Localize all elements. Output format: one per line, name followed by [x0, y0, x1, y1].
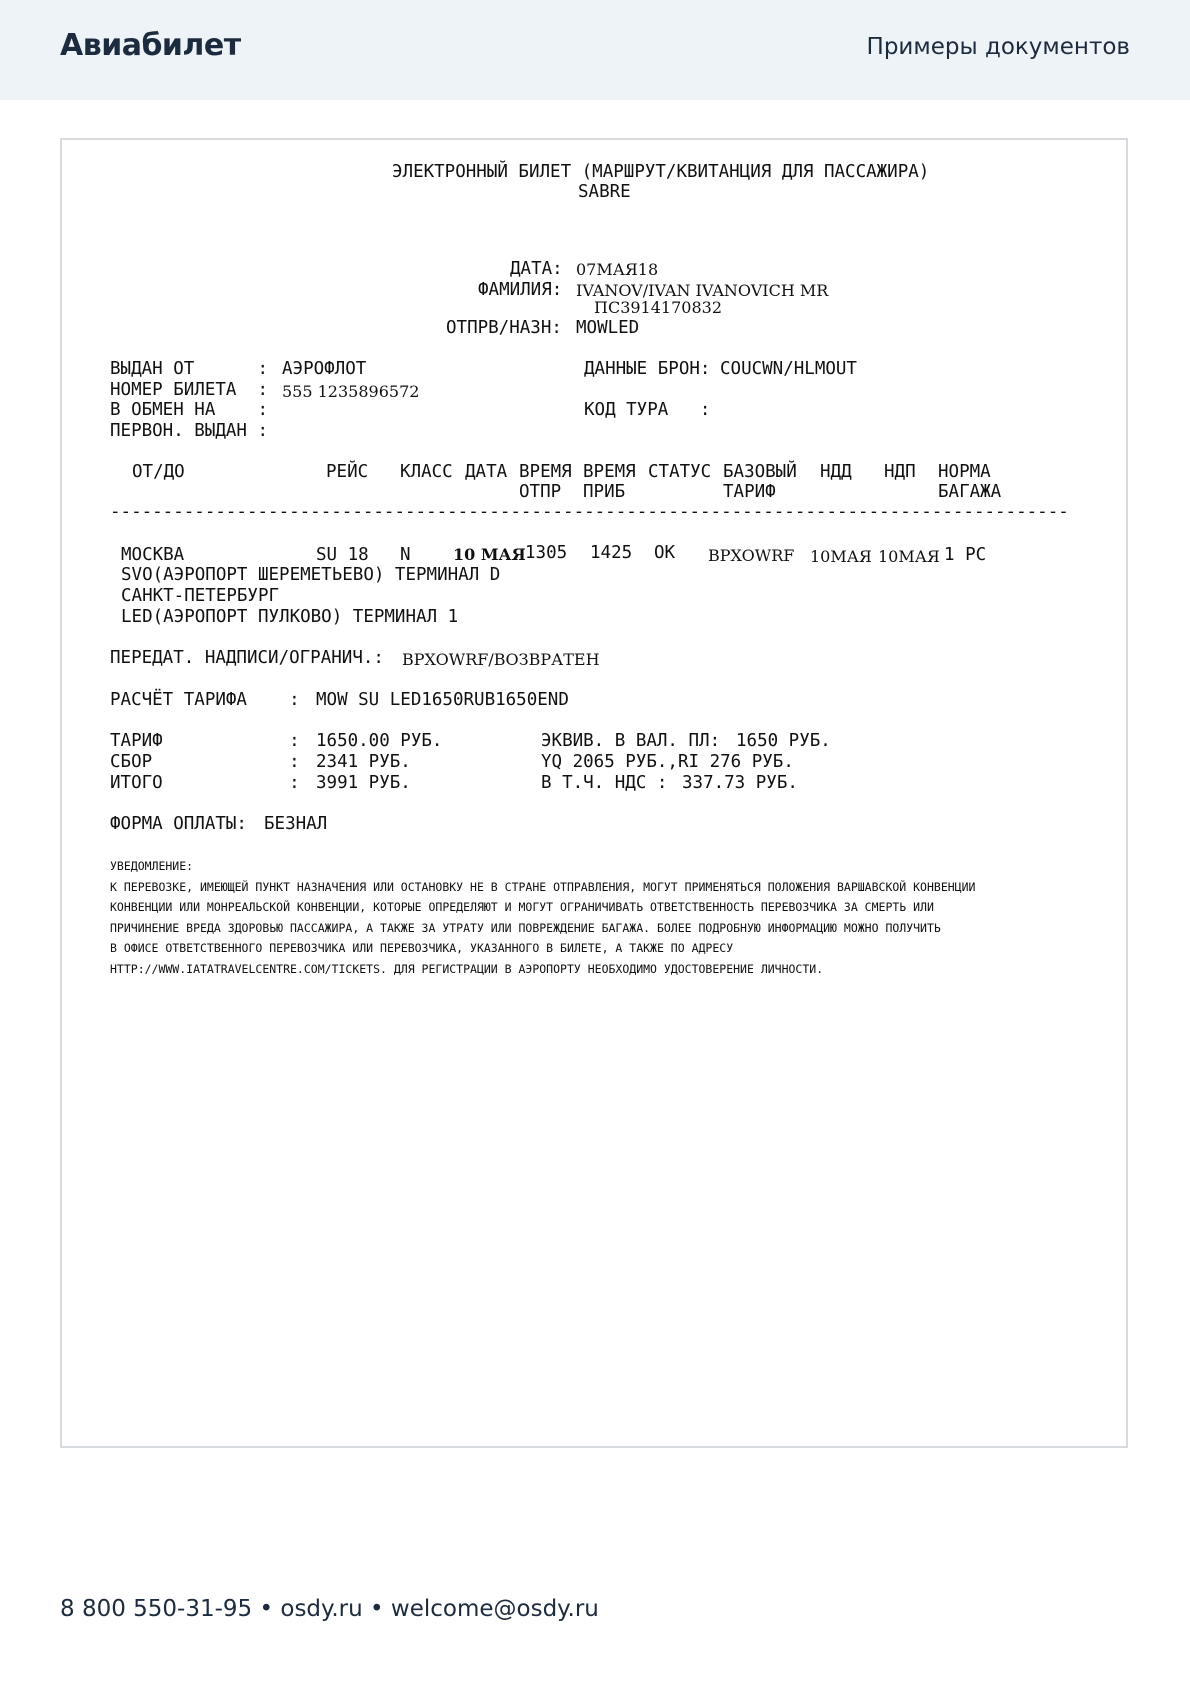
route-label: ОТПРВ/НАЗН: — [446, 318, 562, 338]
fee-label: СБОР : — [110, 752, 300, 772]
ticket-number-value: 555 1235896572 — [282, 382, 420, 401]
surname-value: IVANOV/IVAN IVANOVICH MR — [576, 281, 829, 300]
surname-label: ФАМИЛИЯ: — [478, 280, 563, 300]
row-to-airport: LED(АЭРОПОРТ ПУЛКОВО) ТЕРМИНАЛ 1 — [121, 607, 459, 627]
exchange-label: В ОБМЕН НА : — [110, 400, 269, 420]
fare-calc-value: MOW SU LED1650RUB1650END — [316, 690, 569, 710]
footer-contacts: 8 800 550-31-95 • osdy.ru • welcome@osdy.ru — [60, 1596, 599, 1622]
tour-code-label: КОД ТУРА : — [584, 400, 711, 420]
issued-by-value: АЭРОФЛОТ — [282, 359, 367, 379]
notice-line: КОНВЕНЦИИ ИЛИ МОНРЕАЛЬСКОЙ КОНВЕНЦИИ, КОТОРЫЕ ОПРЕДЕЛЯЮТ И МОГУТ ОГРАНИЧИВАТЬ ОТВЕТСТВЕННОСТЬ ПЕРЕВОЗЧИКА ЗА СМЕРТЬ ИЛИ — [110, 900, 934, 914]
col-from-to: ОТ/ДО — [132, 462, 185, 482]
notice-line: ПРИЧИНЕНИЕ ВРЕДА ЗДОРОВЬЮ ПАССАЖИРА, А ТАКЖЕ ЗА УТРАТУ ИЛИ ПОВРЕЖДЕНИЕ БАГАЖА. БОЛЕЕ ПОДРОБНУЮ ИНФОРМАЦИЮ МОЖНО ПОЛУЧИТЬ — [110, 921, 941, 935]
payment-label: ФОРМА ОПЛАТЫ: — [110, 814, 247, 834]
row-from-airport: SVO(АЭРОПОРТ ШЕРЕМЕТЬЕВО) ТЕРМИНАЛ D — [121, 565, 501, 585]
row-to-city: САНКТ-ПЕТЕРБУРГ — [121, 586, 280, 606]
original-issue-label: ПЕРВОН. ВЫДАН : — [110, 421, 269, 441]
total-value: 3991 РУБ. — [316, 773, 411, 793]
row-from-city: МОСКВА — [121, 545, 185, 565]
row-ndp: 10МАЯ — [878, 547, 940, 566]
row-status: OK — [654, 543, 676, 563]
equiv-label: ЭКВИВ. В ВАЛ. ПЛ: — [541, 731, 721, 751]
col-dep-time: ВРЕМЯ — [519, 462, 572, 482]
e-ticket — [62, 140, 1126, 1446]
col-baggage: НОРМА — [938, 462, 991, 482]
row-base-fare: BPXOWRF — [708, 546, 795, 565]
table-separator: ------------------------------------------------------------------------------------------- — [110, 502, 1069, 522]
fare-calc-label: РАСЧЁТ ТАРИФА : — [110, 690, 300, 710]
fare-label: ТАРИФ : — [110, 731, 300, 751]
endorsements-value: BPXOWRF/ВОЗВРАТЕН — [402, 650, 600, 669]
brand-title: Авиабилет — [60, 28, 241, 63]
issued-by-label: ВЫДАН ОТ : — [110, 359, 269, 379]
payment-value: БЕЗНАЛ — [264, 814, 328, 834]
row-class: N — [400, 545, 411, 565]
row-date: 10 МАЯ — [453, 545, 526, 564]
row-ndd: 10МАЯ — [810, 547, 872, 566]
vat-value: 337.73 РУБ. — [682, 773, 798, 793]
ticket-title: ЭЛЕКТРОННЫЙ БИЛЕТ (МАРШРУТ/КВИТАНЦИЯ ДЛЯ ПАССАЖИРА) — [392, 162, 930, 182]
section-title: Примеры документов — [866, 34, 1130, 60]
row-flight: SU 18 — [316, 545, 369, 565]
col-baggage-sub: БАГАЖА — [938, 482, 1002, 502]
ticket-number-label: НОМЕР БИЛЕТА : — [110, 380, 269, 400]
total-label: ИТОГО : — [110, 773, 300, 793]
top-bar — [0, 0, 1190, 100]
vat-label: В Т.Ч. НДС : — [541, 773, 668, 793]
booking-label: ДАННЫЕ БРОН: — [584, 359, 711, 379]
passport-value: ПС3914170832 — [594, 298, 722, 317]
col-date: ДАТА — [465, 462, 508, 482]
col-ndd: НДД — [820, 462, 852, 482]
col-flight: РЕЙС — [326, 462, 369, 482]
notice-line: К ПЕРЕВОЗКЕ, ИМЕЮЩЕЙ ПУНКТ НАЗНАЧЕНИЯ ИЛИ ОСТАНОВКУ НЕ В СТРАНЕ ОТПРАВЛЕНИЯ, МОГУТ ПРИМЕНЯТЬСЯ ПОЛОЖЕНИЯ ВАРШАВСКОЙ КОНВЕНЦИИ — [110, 880, 976, 894]
notice-title: УВЕДОМЛЕНИЕ: — [110, 859, 194, 873]
route-value: MOWLED — [576, 318, 640, 338]
col-arr-time: ВРЕМЯ — [583, 462, 636, 482]
booking-value: COUCWN/HLMOUT — [720, 359, 857, 379]
equiv-value: 1650 РУБ. — [736, 731, 831, 751]
col-class: КЛАСС — [400, 462, 453, 482]
col-base-fare-sub: ТАРИФ — [723, 482, 776, 502]
ticket-system: SABRE — [578, 182, 631, 202]
fee-value: 2341 РУБ. — [316, 752, 411, 772]
row-dep-time: 1305 — [525, 543, 568, 563]
col-status: СТАТУС — [648, 462, 712, 482]
ticket-frame — [60, 138, 1128, 1448]
endorsements-label: ПЕРЕДАТ. НАДПИСИ/ОГРАНИЧ.: — [110, 648, 384, 668]
date-value: 07МАЯ18 — [576, 260, 659, 279]
col-dep-time-sub: ОТПР — [519, 482, 562, 502]
taxes-value: YQ 2065 РУБ.,RI 276 РУБ. — [541, 752, 794, 772]
row-baggage: 1 PC — [944, 545, 987, 565]
col-ndp: НДП — [884, 462, 916, 482]
notice-line: В ОФИСЕ ОТВЕТСТВЕННОГО ПЕРЕВОЗЧИКА ИЛИ ПЕРЕВОЗЧИКА, УКАЗАННОГО В БИЛЕТЕ, А ТАКЖЕ ПО АДРЕСУ — [110, 941, 734, 955]
fare-value: 1650.00 РУБ. — [316, 731, 443, 751]
col-arr-time-sub: ПРИБ — [583, 482, 626, 502]
row-arr-time: 1425 — [590, 543, 633, 563]
col-base-fare: БАЗОВЫЙ — [723, 462, 797, 482]
notice-line: HTTP://WWW.IATATRAVELCENTRE.COM/TICKETS. ДЛЯ РЕГИСТРАЦИИ В АЭРОПОРТУ НЕОБХОДИМО УДОСТОВЕРЕНИЕ ЛИЧНОСТИ. — [110, 962, 824, 976]
date-label: ДАТА: — [510, 259, 563, 279]
